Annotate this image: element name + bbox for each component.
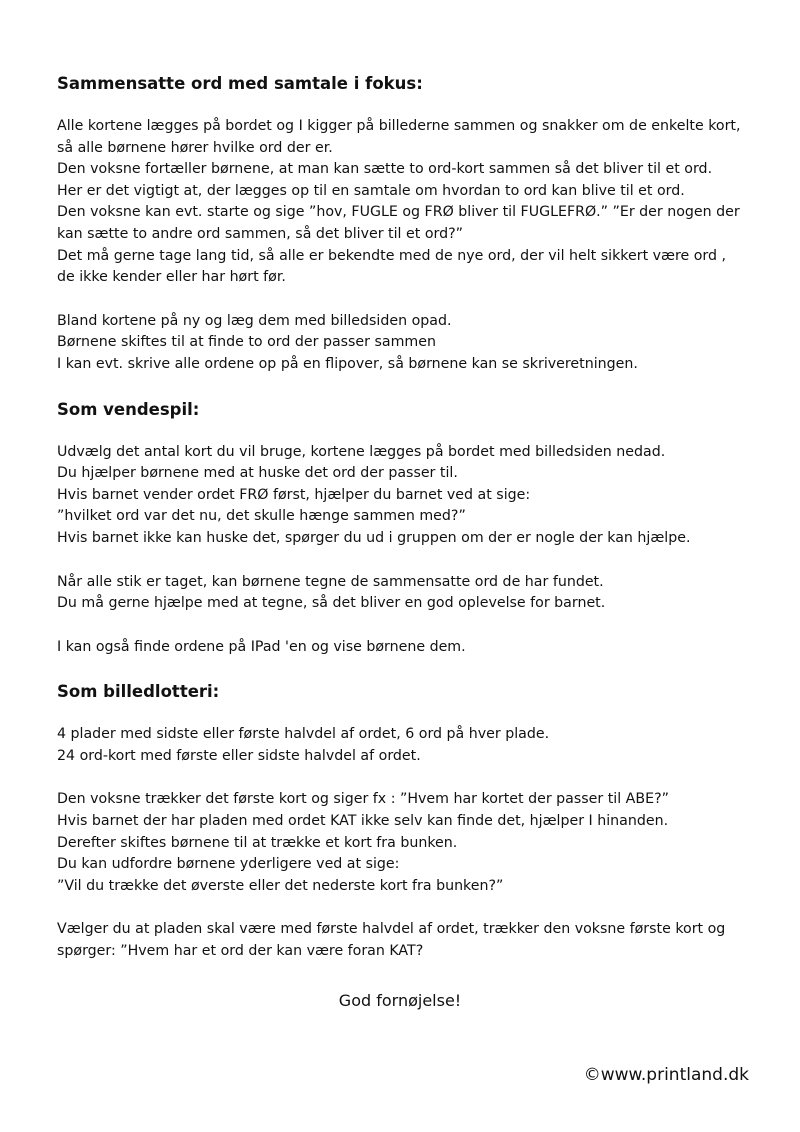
paragraph: [57, 637, 757, 659]
text-line: Børnene skiftes til at finde to ord der passer sammen: [57, 334, 436, 351]
section-heading: Som billedlotteri:: [57, 682, 220, 702]
paragraph: [57, 116, 757, 289]
paragraph: [57, 724, 757, 767]
closing-line: God fornøjelse!: [338, 991, 462, 1010]
text-line: Den voksne fortæller børnene, at man kan sætte to ord-kort sammen så det bliver til et ord.: [57, 161, 713, 178]
text-line: Hvis barnet vender ordet FRØ først, hjælper du barnet ved at sige:: [57, 486, 531, 503]
text-line: Du må gerne hjælpe med at tegne, så det bliver en god oplevelse for barnet.: [57, 595, 606, 612]
section-2: [57, 398, 757, 659]
text-line: ”Vil du trække det øverste eller det nederste kort fra bunken?”: [57, 877, 504, 894]
text-line: Det må gerne tage lang tid, så alle er bekendte med de nye ord, der vil helt sikkert være ord ,: [57, 247, 727, 264]
section-heading: Som vendespil:: [57, 399, 200, 419]
text-line: Du kan udfordre børnene yderligere ved at sige:: [57, 856, 400, 873]
paragraph: [57, 919, 757, 962]
text-line: kan sætte to andre ord sammen, så det bliver til et ord?”: [57, 225, 463, 242]
text-line: I kan evt. skrive alle ordene op på en flipover, så børnene kan se skriveretningen.: [57, 355, 638, 372]
paragraph: [57, 311, 757, 376]
section-1: [57, 72, 757, 376]
copyright-credit: ©www.printland.dk: [583, 1065, 749, 1085]
text-line: Vælger du at pladen skal være med første halvdel af ordet, trækker den voksne første kort og: [57, 921, 726, 938]
text-line: 24 ord-kort med første eller sidste halvdel af ordet.: [57, 747, 421, 764]
section-heading: Sammensatte ord med samtale i fokus:: [57, 74, 423, 93]
text-line: spørger: ”Hvem har et ord der kan være foran KAT?: [57, 943, 424, 960]
text-line: Her er det vigtigt at, der lægges op til en samtale om hvordan to ord kan blive til et ord.: [57, 182, 685, 199]
text-line: de ikke kender eller har hørt før.: [57, 269, 286, 286]
text-line: Derefter skiftes børnene til at trække et kort fra bunken.: [57, 834, 458, 851]
text-line: Alle kortene lægges på bordet og I kigger på billederne sammen og snakker om de enkelte kort,: [57, 118, 741, 134]
paragraph: [57, 789, 757, 897]
text-line: Den voksne kan evt. starte og sige ”hov, FUGLE og FRØ bliver til FUGLEFRØ.” ”Er der nogen der: [57, 204, 740, 221]
document-content: [57, 72, 757, 985]
text-line: I kan også finde ordene på IPad 'en og vise børnene dem.: [57, 638, 466, 655]
paragraph: [57, 442, 757, 550]
text-line: Udvælg det antal kort du vil bruge, kortene lægges på bordet med billedsiden nedad.: [57, 443, 666, 460]
paragraph: [57, 572, 757, 615]
text-line: Hvis barnet ikke kan huske det, spørger du ud i gruppen om der er nogle der kan hjælpe.: [57, 529, 691, 546]
text-line: Den voksne trækker det første kort og siger fx : ”Hvem har kortet der passer til ABE?”: [57, 791, 669, 808]
text-line: så alle børnene hører hvilke ord der er.: [57, 139, 333, 156]
text-line: ”hvilket ord var det nu, det skulle hænge sammen med?”: [57, 508, 466, 525]
text-line: Du hjælper børnene med at huske det ord der passer til.: [57, 465, 458, 482]
section-3: [57, 680, 757, 962]
text-line: 4 plader med sidste eller første halvdel af ordet, 6 ord på hver plade.: [57, 726, 550, 743]
text-line: Hvis barnet der har pladen med ordet KAT ikke selv kan finde det, hjælper I hinanden.: [57, 813, 669, 830]
text-line: Bland kortene på ny og læg dem med billedsiden opad.: [57, 312, 452, 329]
text-line: Når alle stik er taget, kan børnene tegne de sammensatte ord de har fundet.: [57, 573, 604, 590]
